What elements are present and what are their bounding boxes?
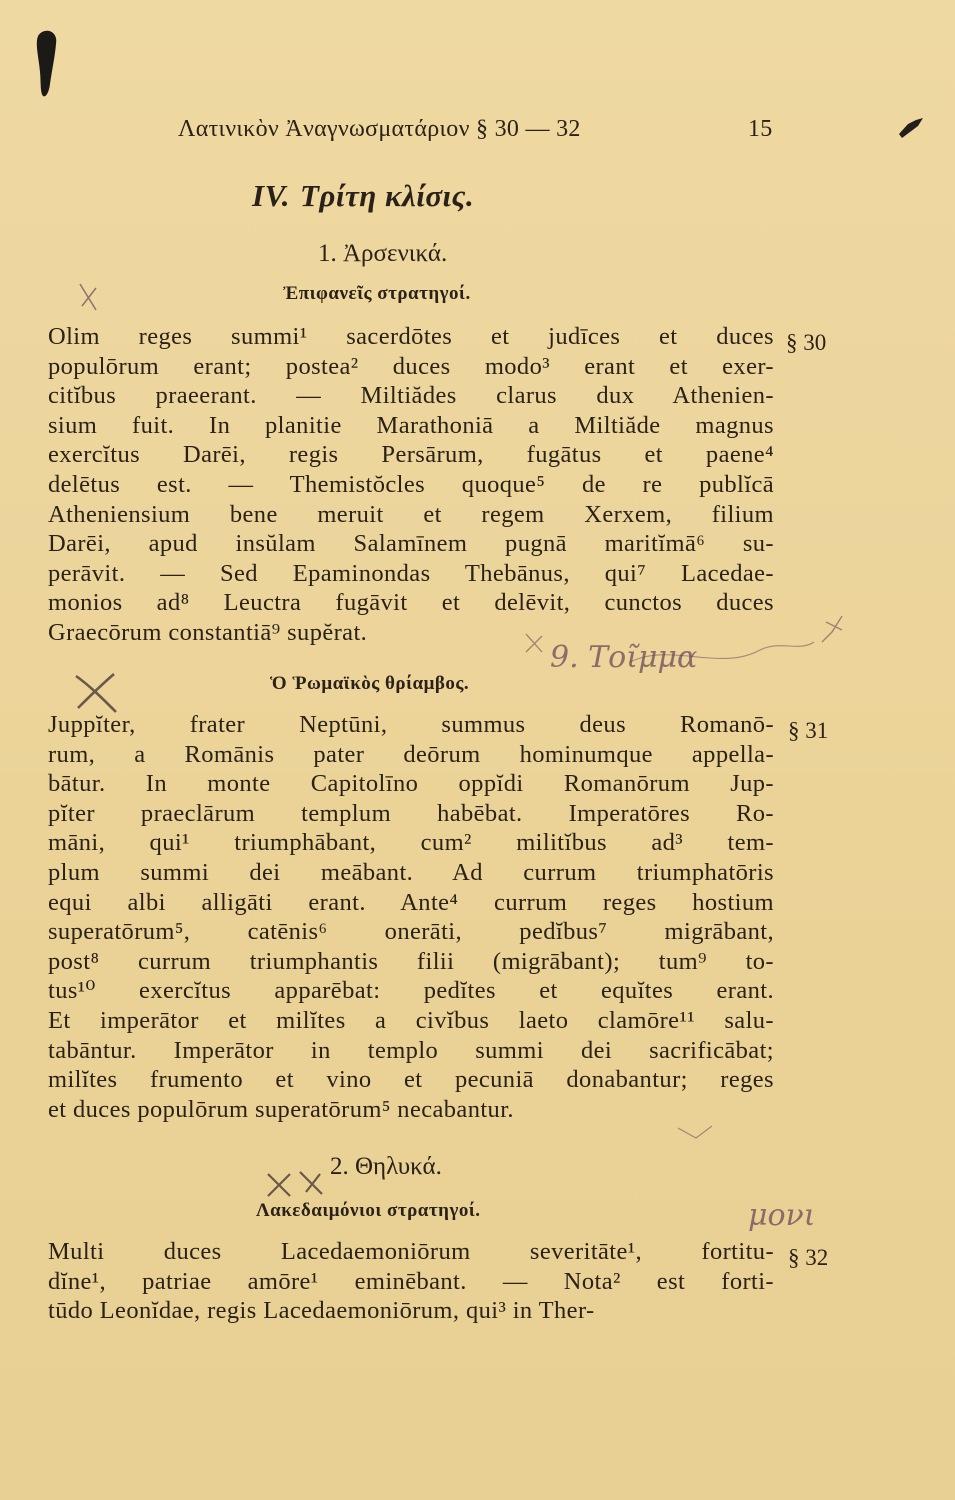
text-line: Atheniensium bene meruit et regem Xerxem, filium (48, 500, 774, 528)
subheading-spartan-generals: Λακεδαιμόνιοι στρατηγοί. (256, 1200, 481, 1221)
text-line: monios ad⁸ Leuctra fugāvit et delēvit, cunctos duces (48, 589, 774, 617)
chapter-title (252, 178, 474, 214)
ink-blot-icon (28, 26, 68, 106)
paragraph-mark-31: § 31 (788, 718, 829, 743)
text-line: rum, a Romānis pater deōrum hominumque appella- (48, 740, 774, 768)
text-line: citĭbus praeerant. — Miltiădes clarus dux Athenien- (48, 382, 774, 410)
pencil-margin-note: μονι (748, 1198, 816, 1233)
text-line: tūdo Leonĭdae, regis Lacedaemoniōrum, qui³ in Ther- (48, 1297, 595, 1325)
pencil-tick-mark-icon (818, 612, 848, 652)
text-line: Juppĭter, frater Neptūni, summus deus Romanō- (48, 711, 774, 738)
text-line: Et imperātor et milĭtes a civĭbus laeto clamōre¹¹ salu- (48, 1006, 774, 1034)
text-line: delētus est. — Themistŏcles quoque⁵ de re publĭcā (48, 470, 774, 498)
text-line: perāvit. — Sed Epaminondas Thebānus, qui⁷ Lacedae- (48, 559, 774, 587)
text-line: Darēi, apud insŭlam Salamīnem pugnā maritĭmā⁶ su- (48, 530, 774, 558)
text-line: Graecōrum constantiā⁹ supĕrat. (48, 618, 368, 646)
pencil-cross-mark-icon (260, 1160, 340, 1204)
running-header (178, 116, 778, 146)
pencil-cross-mark-icon (76, 280, 102, 314)
paragraph-31 (48, 710, 774, 1124)
pencil-margin-note: 9. Τοῖμμα (550, 640, 698, 675)
text-line: milĭtes frumento et vino et pecuniā donabantur; reges (48, 1066, 774, 1094)
chapter-number: IV. (252, 178, 290, 213)
text-line: exercĭtus Darēi, regis Persārum, fugātus et paene⁴ (48, 441, 774, 469)
text-line: et duces populōrum superatōrum⁵ necabantur. (48, 1095, 514, 1123)
text-line: tabāntur. Imperātor in templo summi dei sacrificābat; (48, 1036, 774, 1064)
text-line: Olim reges summi¹ sacerdōtes et judīces et duces (48, 323, 774, 350)
chapter-name: Τρίτη κλίσις. (300, 178, 475, 213)
subheading-famous-generals: Ἐπιφανεῖς στρατηγοί. (283, 283, 471, 304)
text-line: sium fuit. In planitie Marathoniā a Miltiăde magnus (48, 411, 774, 439)
text-line: plum summi dei meābant. Ad currum triumphatōris (48, 858, 774, 886)
text-line: dĭne¹, patriae amōre¹ eminēbant. — Nota² est forti- (48, 1267, 774, 1295)
text-line: equi albi alligāti erant. Ante⁴ currum reges hostium (48, 888, 774, 916)
running-title: Λατινικὸν Ἀναγνωσματάριον § 30 — 32 (178, 116, 581, 142)
page-number: 15 (748, 116, 773, 142)
section-heading-masculine: 1. Ἀρσενικά. (318, 240, 448, 267)
text-line: māni, qui¹ triumphābant, cum² militĭbus ad³ tem- (48, 829, 774, 857)
paragraph-mark-30: § 30 (786, 330, 827, 355)
text-line: bātur. In monte Capitolīno oppĭdi Romanōrum Jup- (48, 770, 774, 798)
paragraph-mark-32: § 32 (788, 1245, 829, 1270)
text-line: superatōrum⁵, catēnis⁶ onerāti, pedĭbus⁷ migrābant, (48, 918, 774, 946)
pencil-tick-mark-icon (676, 1122, 716, 1146)
text-line: pĭter praeclārum templum habēbat. Imperatōres Ro- (48, 799, 774, 827)
paragraph-30 (48, 322, 774, 648)
text-line: tus¹⁰ exercĭtus apparēbat: pedĭtes et equĭtes erant. (48, 977, 774, 1005)
subheading-roman-triumph: Ὁ Ῥωμαϊκὸς θρίαμβος. (270, 673, 470, 694)
paragraph-32 (48, 1237, 774, 1326)
corner-ink-mark-icon (896, 116, 926, 140)
text-line: Multi duces Lacedaemoniōrum severitāte¹, fortitu- (48, 1238, 774, 1265)
text-line: populōrum erant; postea² duces modo³ erant et exer- (48, 352, 774, 380)
section-heading-feminine: 2. Θηλυκά. (330, 1153, 442, 1180)
text-line: post⁸ currum triumphantis filii (migrābant); tum⁹ to- (48, 947, 774, 975)
